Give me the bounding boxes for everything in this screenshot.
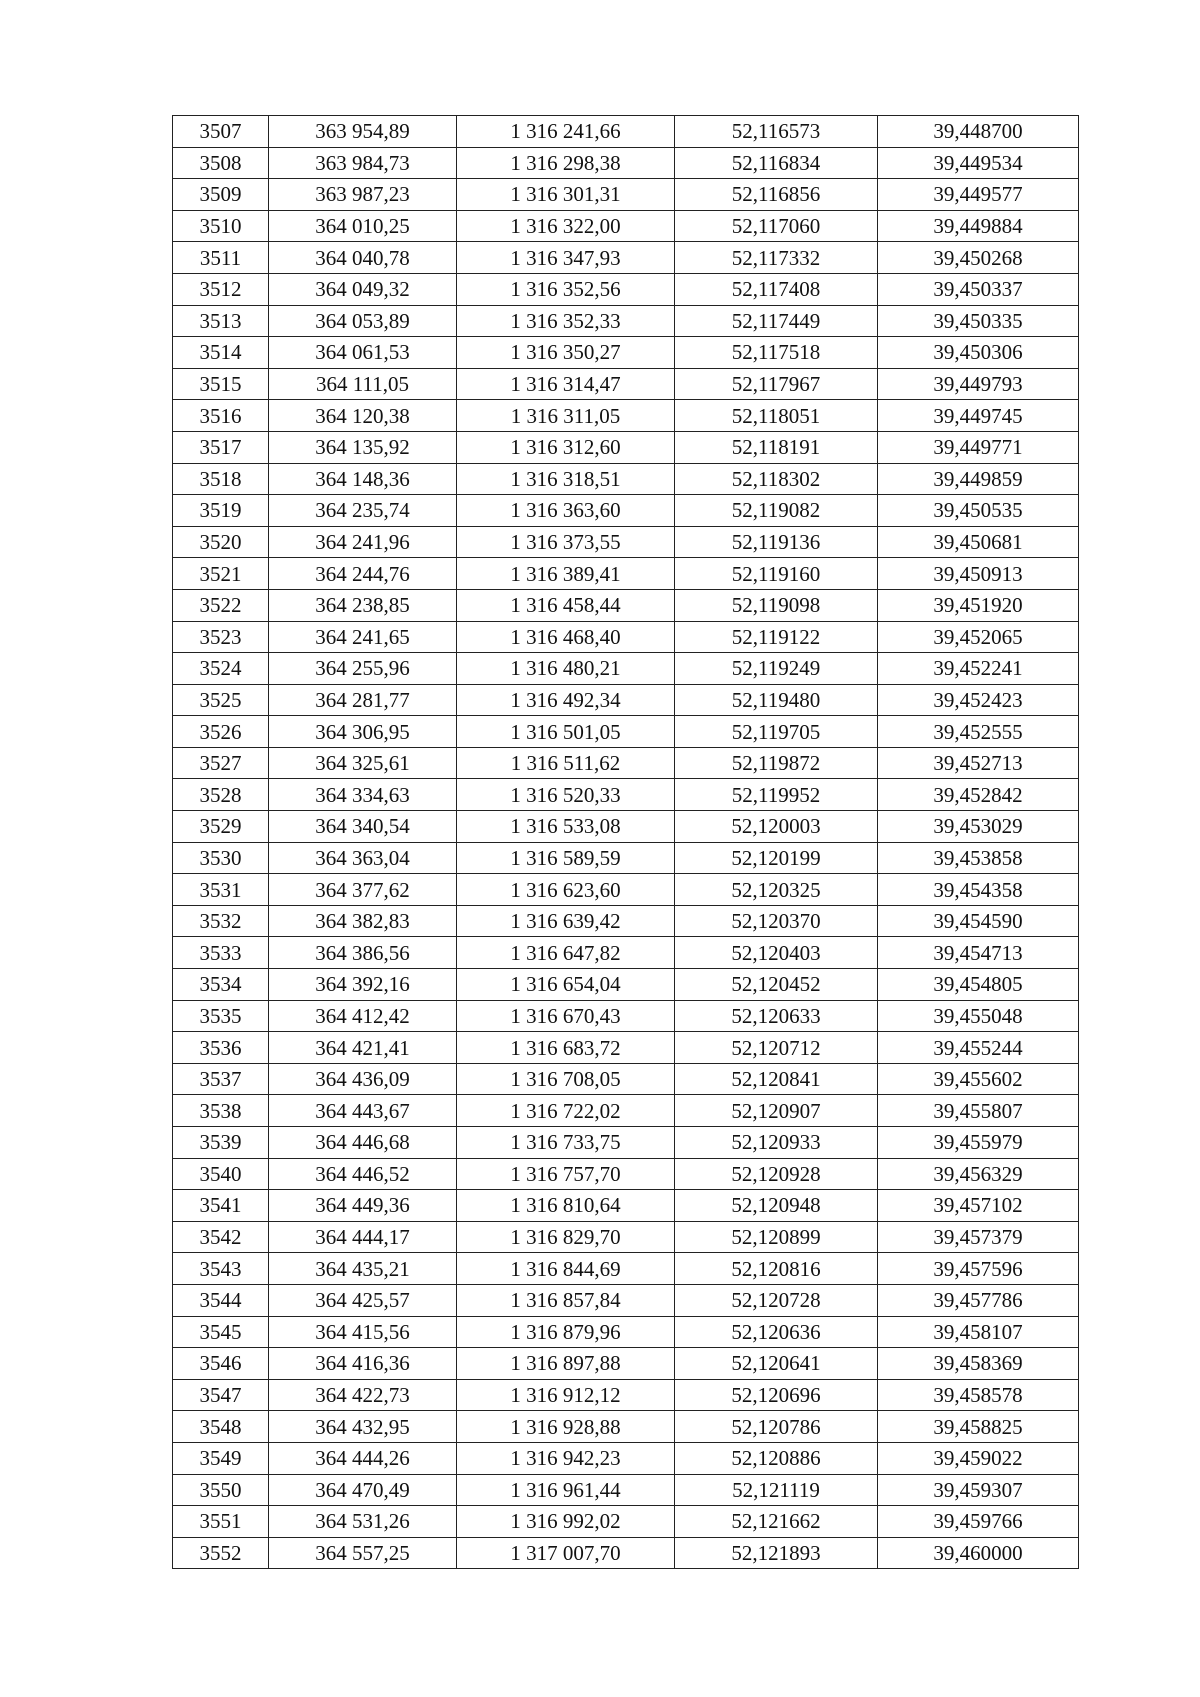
longitude-cell: 39,453029	[878, 811, 1079, 843]
y-coordinate-cell: 1 316 492,34	[457, 684, 675, 716]
x-coordinate-cell: 364 377,62	[269, 874, 457, 906]
longitude-cell: 39,449859	[878, 463, 1079, 495]
x-coordinate-cell: 364 135,92	[269, 431, 457, 463]
point-number-cell: 3513	[173, 305, 269, 337]
x-coordinate-cell: 364 392,16	[269, 969, 457, 1001]
y-coordinate-cell: 1 316 942,23	[457, 1442, 675, 1474]
table-row	[173, 842, 1079, 874]
longitude-cell: 39,459022	[878, 1442, 1079, 1474]
point-number-cell: 3545	[173, 1316, 269, 1348]
x-coordinate-cell: 364 386,56	[269, 937, 457, 969]
point-number-cell: 3551	[173, 1506, 269, 1538]
point-number-cell: 3547	[173, 1379, 269, 1411]
latitude-cell: 52,117408	[675, 273, 878, 305]
table-row	[173, 779, 1079, 811]
latitude-cell: 52,120403	[675, 937, 878, 969]
point-number-cell: 3539	[173, 1127, 269, 1159]
y-coordinate-cell: 1 316 520,33	[457, 779, 675, 811]
table-row	[173, 1379, 1079, 1411]
point-number-cell: 3516	[173, 400, 269, 432]
y-coordinate-cell: 1 316 654,04	[457, 969, 675, 1001]
y-coordinate-cell: 1 316 363,60	[457, 495, 675, 527]
point-number-cell: 3519	[173, 495, 269, 527]
point-number-cell: 3537	[173, 1063, 269, 1095]
latitude-cell: 52,121119	[675, 1474, 878, 1506]
y-coordinate-cell: 1 316 879,96	[457, 1316, 675, 1348]
latitude-cell: 52,120370	[675, 905, 878, 937]
x-coordinate-cell: 364 241,96	[269, 526, 457, 558]
longitude-cell: 39,460000	[878, 1537, 1079, 1569]
point-number-cell: 3550	[173, 1474, 269, 1506]
latitude-cell: 52,119160	[675, 558, 878, 590]
latitude-cell: 52,118051	[675, 400, 878, 432]
latitude-cell: 52,120452	[675, 969, 878, 1001]
y-coordinate-cell: 1 316 312,60	[457, 431, 675, 463]
point-number-cell: 3538	[173, 1095, 269, 1127]
table-row	[173, 1127, 1079, 1159]
y-coordinate-cell: 1 316 928,88	[457, 1411, 675, 1443]
y-coordinate-cell: 1 316 352,56	[457, 273, 675, 305]
y-coordinate-cell: 1 316 533,08	[457, 811, 675, 843]
y-coordinate-cell: 1 316 897,88	[457, 1348, 675, 1380]
longitude-cell: 39,450335	[878, 305, 1079, 337]
table-row	[173, 210, 1079, 242]
longitude-cell: 39,458578	[878, 1379, 1079, 1411]
longitude-cell: 39,450913	[878, 558, 1079, 590]
table-row	[173, 147, 1079, 179]
x-coordinate-cell: 364 436,09	[269, 1063, 457, 1095]
x-coordinate-cell: 363 954,89	[269, 116, 457, 148]
x-coordinate-cell: 364 435,21	[269, 1253, 457, 1285]
y-coordinate-cell: 1 316 480,21	[457, 653, 675, 685]
point-number-cell: 3512	[173, 273, 269, 305]
table-row	[173, 1474, 1079, 1506]
latitude-cell: 52,118302	[675, 463, 878, 495]
longitude-cell: 39,453858	[878, 842, 1079, 874]
coordinates-table-body	[173, 116, 1079, 1569]
longitude-cell: 39,449793	[878, 368, 1079, 400]
longitude-cell: 39,452241	[878, 653, 1079, 685]
longitude-cell: 39,456329	[878, 1158, 1079, 1190]
point-number-cell: 3530	[173, 842, 269, 874]
x-coordinate-cell: 364 416,36	[269, 1348, 457, 1380]
x-coordinate-cell: 364 053,89	[269, 305, 457, 337]
latitude-cell: 52,120636	[675, 1316, 878, 1348]
y-coordinate-cell: 1 317 007,70	[457, 1537, 675, 1569]
y-coordinate-cell: 1 316 389,41	[457, 558, 675, 590]
table-row	[173, 116, 1079, 148]
point-number-cell: 3535	[173, 1000, 269, 1032]
latitude-cell: 52,119082	[675, 495, 878, 527]
point-number-cell: 3515	[173, 368, 269, 400]
y-coordinate-cell: 1 316 298,38	[457, 147, 675, 179]
longitude-cell: 39,458825	[878, 1411, 1079, 1443]
table-row	[173, 653, 1079, 685]
y-coordinate-cell: 1 316 733,75	[457, 1127, 675, 1159]
point-number-cell: 3544	[173, 1284, 269, 1316]
table-row	[173, 874, 1079, 906]
latitude-cell: 52,120948	[675, 1190, 878, 1222]
table-row	[173, 1063, 1079, 1095]
table-row	[173, 179, 1079, 211]
latitude-cell: 52,117060	[675, 210, 878, 242]
latitude-cell: 52,119705	[675, 716, 878, 748]
longitude-cell: 39,457379	[878, 1221, 1079, 1253]
table-row	[173, 1284, 1079, 1316]
x-coordinate-cell: 364 340,54	[269, 811, 457, 843]
longitude-cell: 39,454805	[878, 969, 1079, 1001]
table-row	[173, 1095, 1079, 1127]
y-coordinate-cell: 1 316 810,64	[457, 1190, 675, 1222]
latitude-cell: 52,117449	[675, 305, 878, 337]
point-number-cell: 3523	[173, 621, 269, 653]
latitude-cell: 52,120907	[675, 1095, 878, 1127]
y-coordinate-cell: 1 316 647,82	[457, 937, 675, 969]
y-coordinate-cell: 1 316 322,00	[457, 210, 675, 242]
point-number-cell: 3526	[173, 716, 269, 748]
longitude-cell: 39,448700	[878, 116, 1079, 148]
y-coordinate-cell: 1 316 318,51	[457, 463, 675, 495]
point-number-cell: 3552	[173, 1537, 269, 1569]
table-row	[173, 368, 1079, 400]
x-coordinate-cell: 364 306,95	[269, 716, 457, 748]
longitude-cell: 39,452423	[878, 684, 1079, 716]
y-coordinate-cell: 1 316 857,84	[457, 1284, 675, 1316]
latitude-cell: 52,117332	[675, 242, 878, 274]
table-row	[173, 905, 1079, 937]
x-coordinate-cell: 364 325,61	[269, 747, 457, 779]
latitude-cell: 52,121893	[675, 1537, 878, 1569]
table-row	[173, 937, 1079, 969]
longitude-cell: 39,450337	[878, 273, 1079, 305]
latitude-cell: 52,120928	[675, 1158, 878, 1190]
point-number-cell: 3548	[173, 1411, 269, 1443]
table-row	[173, 811, 1079, 843]
x-coordinate-cell: 364 238,85	[269, 589, 457, 621]
longitude-cell: 39,452555	[878, 716, 1079, 748]
x-coordinate-cell: 364 148,36	[269, 463, 457, 495]
x-coordinate-cell: 364 449,36	[269, 1190, 457, 1222]
x-coordinate-cell: 364 422,73	[269, 1379, 457, 1411]
point-number-cell: 3518	[173, 463, 269, 495]
latitude-cell: 52,119952	[675, 779, 878, 811]
longitude-cell: 39,458369	[878, 1348, 1079, 1380]
point-number-cell: 3536	[173, 1032, 269, 1064]
x-coordinate-cell: 364 040,78	[269, 242, 457, 274]
x-coordinate-cell: 364 010,25	[269, 210, 457, 242]
table-row	[173, 495, 1079, 527]
longitude-cell: 39,458107	[878, 1316, 1079, 1348]
y-coordinate-cell: 1 316 352,33	[457, 305, 675, 337]
y-coordinate-cell: 1 316 468,40	[457, 621, 675, 653]
longitude-cell: 39,455244	[878, 1032, 1079, 1064]
longitude-cell: 39,455602	[878, 1063, 1079, 1095]
x-coordinate-cell: 364 334,63	[269, 779, 457, 811]
longitude-cell: 39,457786	[878, 1284, 1079, 1316]
table-row	[173, 747, 1079, 779]
latitude-cell: 52,120728	[675, 1284, 878, 1316]
y-coordinate-cell: 1 316 722,02	[457, 1095, 675, 1127]
point-number-cell: 3509	[173, 179, 269, 211]
coordinates-table	[172, 115, 1079, 1569]
latitude-cell: 52,120933	[675, 1127, 878, 1159]
y-coordinate-cell: 1 316 350,27	[457, 337, 675, 369]
x-coordinate-cell: 364 363,04	[269, 842, 457, 874]
point-number-cell: 3522	[173, 589, 269, 621]
x-coordinate-cell: 364 446,52	[269, 1158, 457, 1190]
point-number-cell: 3524	[173, 653, 269, 685]
latitude-cell: 52,119136	[675, 526, 878, 558]
y-coordinate-cell: 1 316 992,02	[457, 1506, 675, 1538]
table-row	[173, 1537, 1079, 1569]
table-row	[173, 400, 1079, 432]
latitude-cell: 52,118191	[675, 431, 878, 463]
longitude-cell: 39,457596	[878, 1253, 1079, 1285]
longitude-cell: 39,459307	[878, 1474, 1079, 1506]
y-coordinate-cell: 1 316 501,05	[457, 716, 675, 748]
x-coordinate-cell: 364 281,77	[269, 684, 457, 716]
x-coordinate-cell: 364 415,56	[269, 1316, 457, 1348]
longitude-cell: 39,452065	[878, 621, 1079, 653]
x-coordinate-cell: 364 443,67	[269, 1095, 457, 1127]
x-coordinate-cell: 364 425,57	[269, 1284, 457, 1316]
table-row	[173, 558, 1079, 590]
table-row	[173, 305, 1079, 337]
x-coordinate-cell: 364 412,42	[269, 1000, 457, 1032]
x-coordinate-cell: 364 049,32	[269, 273, 457, 305]
latitude-cell: 52,120712	[675, 1032, 878, 1064]
point-number-cell: 3542	[173, 1221, 269, 1253]
point-number-cell: 3511	[173, 242, 269, 274]
latitude-cell: 52,116573	[675, 116, 878, 148]
point-number-cell: 3520	[173, 526, 269, 558]
latitude-cell: 52,117967	[675, 368, 878, 400]
x-coordinate-cell: 364 531,26	[269, 1506, 457, 1538]
table-row	[173, 1190, 1079, 1222]
x-coordinate-cell: 364 244,76	[269, 558, 457, 590]
point-number-cell: 3525	[173, 684, 269, 716]
x-coordinate-cell: 363 987,23	[269, 179, 457, 211]
x-coordinate-cell: 364 120,38	[269, 400, 457, 432]
latitude-cell: 52,120899	[675, 1221, 878, 1253]
table-row	[173, 1221, 1079, 1253]
longitude-cell: 39,449745	[878, 400, 1079, 432]
x-coordinate-cell: 364 444,17	[269, 1221, 457, 1253]
y-coordinate-cell: 1 316 347,93	[457, 242, 675, 274]
longitude-cell: 39,449534	[878, 147, 1079, 179]
y-coordinate-cell: 1 316 708,05	[457, 1063, 675, 1095]
latitude-cell: 52,116856	[675, 179, 878, 211]
table-row	[173, 273, 1079, 305]
y-coordinate-cell: 1 316 683,72	[457, 1032, 675, 1064]
table-row	[173, 337, 1079, 369]
y-coordinate-cell: 1 316 961,44	[457, 1474, 675, 1506]
latitude-cell: 52,120816	[675, 1253, 878, 1285]
y-coordinate-cell: 1 316 458,44	[457, 589, 675, 621]
y-coordinate-cell: 1 316 670,43	[457, 1000, 675, 1032]
longitude-cell: 39,454713	[878, 937, 1079, 969]
table-row	[173, 589, 1079, 621]
latitude-cell: 52,119122	[675, 621, 878, 653]
y-coordinate-cell: 1 316 241,66	[457, 116, 675, 148]
x-coordinate-cell: 363 984,73	[269, 147, 457, 179]
latitude-cell: 52,120325	[675, 874, 878, 906]
table-row	[173, 242, 1079, 274]
table-row	[173, 1506, 1079, 1538]
latitude-cell: 52,120696	[675, 1379, 878, 1411]
longitude-cell: 39,449884	[878, 210, 1079, 242]
table-row	[173, 1000, 1079, 1032]
x-coordinate-cell: 364 235,74	[269, 495, 457, 527]
y-coordinate-cell: 1 316 373,55	[457, 526, 675, 558]
x-coordinate-cell: 364 446,68	[269, 1127, 457, 1159]
x-coordinate-cell: 364 255,96	[269, 653, 457, 685]
point-number-cell: 3541	[173, 1190, 269, 1222]
table-row	[173, 463, 1079, 495]
table-row	[173, 526, 1079, 558]
longitude-cell: 39,449771	[878, 431, 1079, 463]
table-row	[173, 1442, 1079, 1474]
table-row	[173, 1348, 1079, 1380]
table-row	[173, 1411, 1079, 1443]
x-coordinate-cell: 364 432,95	[269, 1411, 457, 1443]
point-number-cell: 3507	[173, 116, 269, 148]
table-row	[173, 1032, 1079, 1064]
point-number-cell: 3534	[173, 969, 269, 1001]
y-coordinate-cell: 1 316 639,42	[457, 905, 675, 937]
y-coordinate-cell: 1 316 314,47	[457, 368, 675, 400]
point-number-cell: 3529	[173, 811, 269, 843]
longitude-cell: 39,454358	[878, 874, 1079, 906]
point-number-cell: 3540	[173, 1158, 269, 1190]
longitude-cell: 39,454590	[878, 905, 1079, 937]
point-number-cell: 3546	[173, 1348, 269, 1380]
point-number-cell: 3549	[173, 1442, 269, 1474]
table-row	[173, 684, 1079, 716]
latitude-cell: 52,119249	[675, 653, 878, 685]
point-number-cell: 3532	[173, 905, 269, 937]
y-coordinate-cell: 1 316 589,59	[457, 842, 675, 874]
x-coordinate-cell: 364 111,05	[269, 368, 457, 400]
latitude-cell: 52,121662	[675, 1506, 878, 1538]
point-number-cell: 3527	[173, 747, 269, 779]
latitude-cell: 52,120786	[675, 1411, 878, 1443]
latitude-cell: 52,119872	[675, 747, 878, 779]
longitude-cell: 39,449577	[878, 179, 1079, 211]
longitude-cell: 39,450306	[878, 337, 1079, 369]
latitude-cell: 52,120641	[675, 1348, 878, 1380]
longitude-cell: 39,450535	[878, 495, 1079, 527]
y-coordinate-cell: 1 316 757,70	[457, 1158, 675, 1190]
y-coordinate-cell: 1 316 912,12	[457, 1379, 675, 1411]
latitude-cell: 52,120886	[675, 1442, 878, 1474]
point-number-cell: 3533	[173, 937, 269, 969]
point-number-cell: 3510	[173, 210, 269, 242]
y-coordinate-cell: 1 316 301,31	[457, 179, 675, 211]
point-number-cell: 3543	[173, 1253, 269, 1285]
x-coordinate-cell: 364 382,83	[269, 905, 457, 937]
longitude-cell: 39,452842	[878, 779, 1079, 811]
longitude-cell: 39,455048	[878, 1000, 1079, 1032]
latitude-cell: 52,120199	[675, 842, 878, 874]
latitude-cell: 52,120841	[675, 1063, 878, 1095]
table-row	[173, 1158, 1079, 1190]
y-coordinate-cell: 1 316 829,70	[457, 1221, 675, 1253]
x-coordinate-cell: 364 470,49	[269, 1474, 457, 1506]
longitude-cell: 39,455807	[878, 1095, 1079, 1127]
latitude-cell: 52,120633	[675, 1000, 878, 1032]
point-number-cell: 3514	[173, 337, 269, 369]
x-coordinate-cell: 364 421,41	[269, 1032, 457, 1064]
longitude-cell: 39,455979	[878, 1127, 1079, 1159]
longitude-cell: 39,450681	[878, 526, 1079, 558]
longitude-cell: 39,452713	[878, 747, 1079, 779]
point-number-cell: 3521	[173, 558, 269, 590]
longitude-cell: 39,457102	[878, 1190, 1079, 1222]
point-number-cell: 3517	[173, 431, 269, 463]
table-row	[173, 1253, 1079, 1285]
table-row	[173, 431, 1079, 463]
point-number-cell: 3531	[173, 874, 269, 906]
table-row	[173, 969, 1079, 1001]
point-number-cell: 3508	[173, 147, 269, 179]
table-row	[173, 716, 1079, 748]
x-coordinate-cell: 364 061,53	[269, 337, 457, 369]
point-number-cell: 3528	[173, 779, 269, 811]
y-coordinate-cell: 1 316 844,69	[457, 1253, 675, 1285]
x-coordinate-cell: 364 557,25	[269, 1537, 457, 1569]
latitude-cell: 52,119098	[675, 589, 878, 621]
latitude-cell: 52,117518	[675, 337, 878, 369]
latitude-cell: 52,119480	[675, 684, 878, 716]
longitude-cell: 39,451920	[878, 589, 1079, 621]
longitude-cell: 39,450268	[878, 242, 1079, 274]
longitude-cell: 39,459766	[878, 1506, 1079, 1538]
latitude-cell: 52,116834	[675, 147, 878, 179]
x-coordinate-cell: 364 444,26	[269, 1442, 457, 1474]
y-coordinate-cell: 1 316 511,62	[457, 747, 675, 779]
x-coordinate-cell: 364 241,65	[269, 621, 457, 653]
latitude-cell: 52,120003	[675, 811, 878, 843]
table-row	[173, 621, 1079, 653]
y-coordinate-cell: 1 316 311,05	[457, 400, 675, 432]
table-row	[173, 1316, 1079, 1348]
y-coordinate-cell: 1 316 623,60	[457, 874, 675, 906]
